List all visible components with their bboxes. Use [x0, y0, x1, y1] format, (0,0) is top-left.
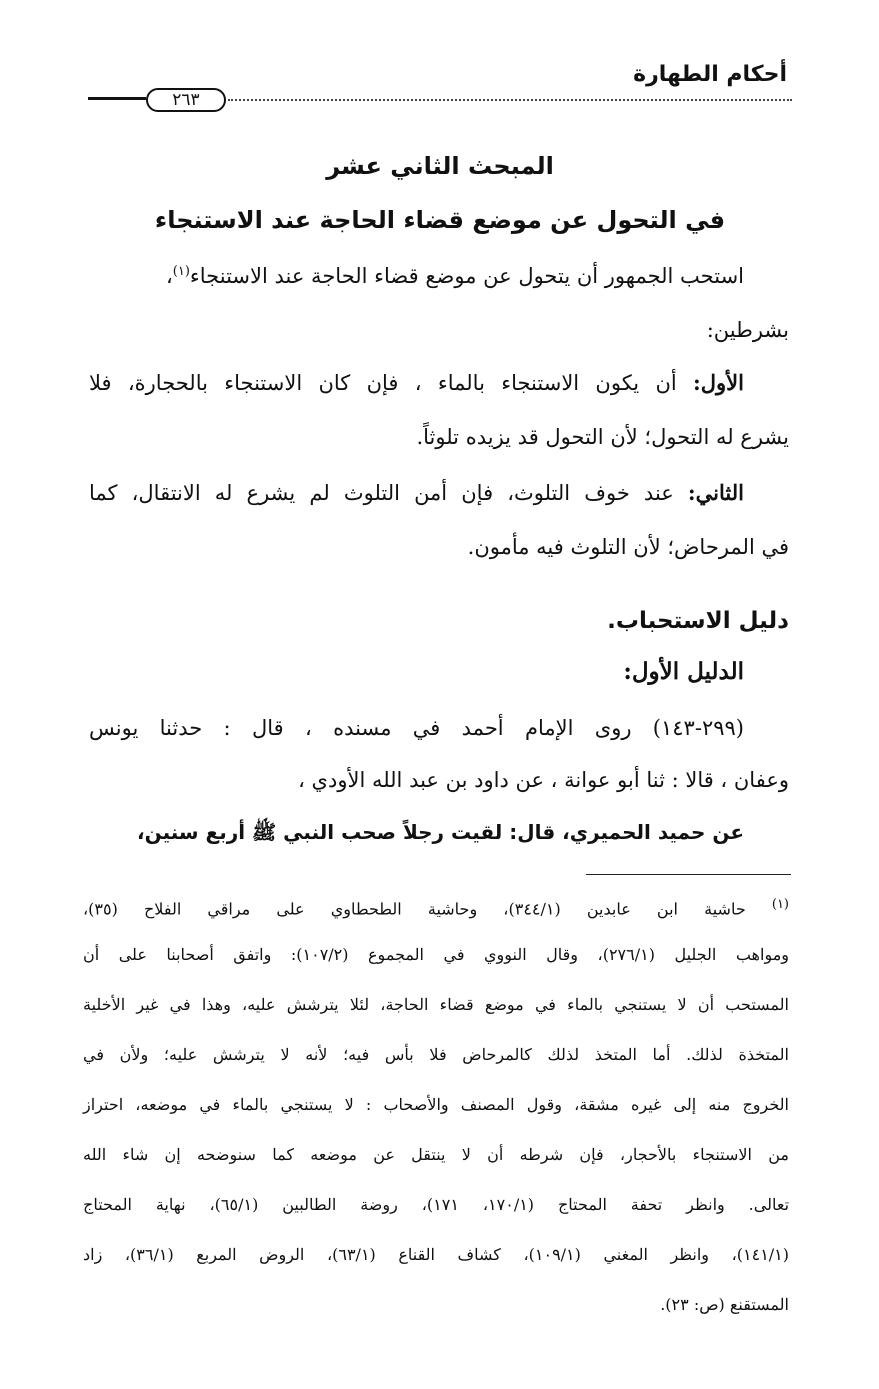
- footnote-reference: (١): [172, 264, 190, 279]
- header-dotted-rule: [228, 99, 792, 101]
- text-span: ،: [165, 264, 173, 288]
- first-evidence-label: الدليل الأول:: [623, 658, 744, 685]
- text-span: أن يكون الاستنجاء بالماء ، فإن كان الاستنجاء بالحجارة، فلا: [89, 371, 694, 395]
- footnote-line: ومواهب الجليل (٢٧٦/١)، وقال النووي في المجموع (١٠٧/٢): واتفق أصحابنا على أن: [83, 945, 790, 964]
- paragraph-line: وعفان ، قالا : ثنا أبو عوانة ، عن داود بن عبد الله الأودي ،: [298, 768, 789, 792]
- footnote-line: تعالى. وانظر تحفة المحتاج (١٧٠/١، ١٧١)، روضة الطالبين (٦٥/١)، نهاية المحتاج: [83, 1195, 790, 1214]
- paragraph-line: [89, 368, 744, 398]
- footnote-line: الخروج منه إلى غيره مشقة، وقول المصنف والأصحاب : لا يستنجي بالماء في موضعه، احتراز: [83, 1095, 789, 1114]
- condition-label: الأول:: [693, 370, 744, 395]
- footnote-line: من الاستنجاء بالأحجار، فإن شرطه أن لا ينتقل عن موضعه كما سنوضحه إن شاء الله: [83, 1145, 789, 1164]
- paragraph-line: يشرع له التحول؛ لأن التحول قد يزيده تلوثاً.: [416, 425, 789, 449]
- footnote-marker: (١): [771, 897, 789, 912]
- header-rule: [88, 97, 146, 100]
- evidence-heading: دليل الاستحباب.: [607, 608, 789, 634]
- hadith-line: عن حميد الحميري، قال: لقيت رجلاً صحب النبي ﷺ أربع سنين،: [137, 820, 744, 844]
- footnote-line: المستحب أن لا يستنجي بالماء في موضع قضاء الحاجة، لئلا يترشش عليه، وهذا في غير الأخلية: [83, 995, 789, 1014]
- section-title: المبحث الثاني عشر: [326, 152, 554, 180]
- page-number: ٢٦٣: [146, 88, 226, 112]
- paragraph-line: [89, 478, 744, 508]
- paragraph-line: بشرطين:: [706, 318, 789, 342]
- running-title: أحكام الطهارة: [633, 62, 787, 87]
- condition-label: الثاني:: [687, 480, 744, 505]
- footnote-line: (١٤١/١)، وانظر المغني (١٠٩/١)، كشاف القناع (٦٣/١)، الروض المربع (٣٦/١)، زاد: [83, 1245, 790, 1264]
- footnote-line: [83, 893, 789, 921]
- section-subtitle: في التحول عن موضع قضاء الحاجة عند الاستنجاء: [154, 206, 726, 234]
- footnote-line: المستقنع (ص: ٢٣).: [660, 1295, 789, 1314]
- footnote-line: المتخذة لذلك. أما المتخذ لذلك كالمرحاض فلا بأس فيه؛ لأنه لا يترشش عليه؛ ولأن في: [83, 1045, 789, 1064]
- paragraph-line: (٢٩٩-١٤٣) روى الإمام أحمد في مسنده ، قال : حدثنا يونس: [89, 716, 744, 740]
- text-span: حاشية ابن عابدين (٣٤٤/١)، وحاشية الطحطاوي على مراقي الفلاح (٣٥)،: [83, 899, 772, 919]
- paragraph-line: [89, 257, 744, 291]
- paragraph-line: في المرحاض؛ لأن التلوث فيه مأمون.: [467, 535, 789, 559]
- footnote-divider: [586, 874, 791, 875]
- text-span: استحب الجمهور أن يتحول عن موضع قضاء الحاجة عند الاستنجاء: [189, 264, 744, 288]
- text-span: عند خوف التلوث، فإن أمن التلوث لم يشرع له الانتقال، كما: [89, 481, 688, 505]
